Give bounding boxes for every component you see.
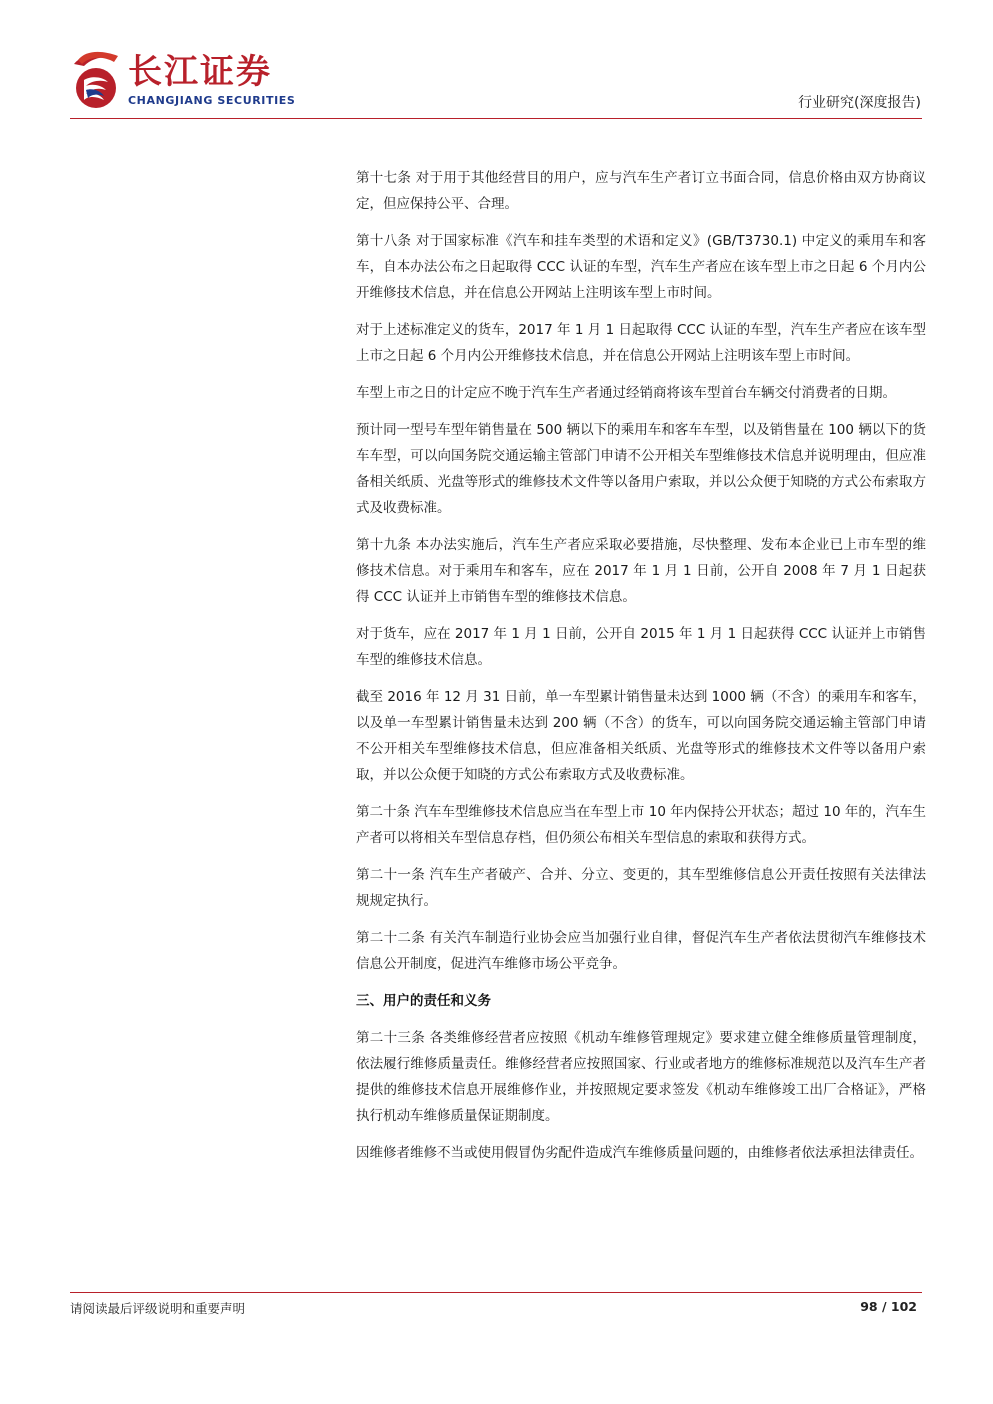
paragraph: 第十八条 对于国家标准《汽车和挂车类型的术语和定义》(GB/T3730.1) 中定义的乘用车和客车，自本办法公布之日起取得 CCC 认证的车型，汽车生产者应在该车型上市之日起 6 个月内公开维修技术信息，并在信息公开网站上注明该车型上市时间。 bbox=[356, 233, 926, 301]
company-logo bbox=[68, 50, 308, 112]
paragraph: 第二十二条 有关汽车制造行业协会应当加强行业自律，督促汽车生产者依法贯彻汽车维修技术信息公开制度，促进汽车维修市场公平竞争。 bbox=[356, 930, 926, 972]
logo-chinese-name: 长江证券 bbox=[128, 52, 272, 92]
footer-disclaimer: 请阅读最后评级说明和重要声明 bbox=[70, 1301, 246, 1316]
paragraph: 第二十条 汽车车型维修技术信息应当在车型上市 10 年内保持公开状态；超过 10 年的，汽车生产者可以将相关车型信息存档，但仍须公布相关车型信息的索取和获得方式。 bbox=[356, 804, 926, 846]
logo-english-name: CHANGJIANG SECURITIES bbox=[128, 94, 296, 107]
document-body bbox=[356, 165, 926, 1177]
paragraph: 截至 2016 年 12 月 31 日前，单一车型累计销售量未达到 1000 辆（不含）的乘用车和客车，以及单一车型累计销售量未达到 200 辆（不含）的货车，可以向国务院交通运输主管部门申请不公开相关车型维修技术信息，但应准备相关纸质、光盘等形式的维修技术文件等以备用户索取，并以公众便于知晓的方式公布索取方式及收费标准。 bbox=[356, 689, 926, 783]
paragraph: 预计同一型号车型年销售量在 500 辆以下的乘用车和客车车型，以及销售量在 100 辆以下的货车车型，可以向国务院交通运输主管部门申请不公开相关车型维修技术信息并说明理由，但应准备相关纸质、光盘等形式的维修技术文件等以备用户索取，并以公众便于知晓的方式公布索取方式及收费标准。 bbox=[356, 422, 926, 516]
changjiang-logo-icon bbox=[68, 50, 124, 112]
paragraph: 第十七条 对于用于其他经营目的用户，应与汽车生产者订立书面合同，信息价格由双方协商议定，但应保持公平、合理。 bbox=[356, 170, 926, 212]
paragraph: 第十九条 本办法实施后，汽车生产者应采取必要措施，尽快整理、发布本企业已上市车型的维修技术信息。对于乘用车和客车，应在 2017 年 1 月 1 日前，公开自 2008 年 7 月 1 日起获得 CCC 认证并上市销售车型的维修技术信息。 bbox=[356, 537, 926, 605]
paragraph: 因维修者维修不当或使用假冒伪劣配件造成汽车维修质量问题的，由维修者依法承担法律责任。 bbox=[356, 1145, 923, 1161]
paragraph: 车型上市之日的计定应不晚于汽车生产者通过经销商将该车型首台车辆交付消费者的日期。 bbox=[356, 385, 896, 401]
footer-divider bbox=[70, 1292, 922, 1293]
page-number: 98 / 102 bbox=[860, 1299, 917, 1314]
paragraph: 第二十一条 汽车生产者破产、合并、分立、变更的，其车型维修信息公开责任按照有关法律法规规定执行。 bbox=[356, 867, 926, 909]
page-header bbox=[0, 0, 993, 122]
paragraph: 对于货车，应在 2017 年 1 月 1 日前，公开自 2015 年 1 月 1 日起获得 CCC 认证并上市销售车型的维修技术信息。 bbox=[356, 626, 926, 668]
header-divider bbox=[70, 118, 922, 119]
section-heading: 三、用户的责任和义务 bbox=[356, 993, 491, 1009]
report-type-label: 行业研究(深度报告) bbox=[798, 95, 921, 111]
paragraph: 对于上述标准定义的货车，2017 年 1 月 1 日起取得 CCC 认证的车型，汽车生产者应在该车型上市之日起 6 个月内公开维修技术信息，并在信息公开网站上注明该车型上市时间。 bbox=[356, 322, 926, 364]
paragraph: 第二十三条 各类维修经营者应按照《机动车维修管理规定》要求建立健全维修质量管理制度，依法履行维修质量责任。维修经营者应按照国家、行业或者地方的维修标准规范以及汽车生产者提供的维修技术信息开展维修作业，并按照规定要求签发《机动车维修竣工出厂合格证》，严格执行机动车维修质量保证期制度。 bbox=[356, 1030, 926, 1124]
